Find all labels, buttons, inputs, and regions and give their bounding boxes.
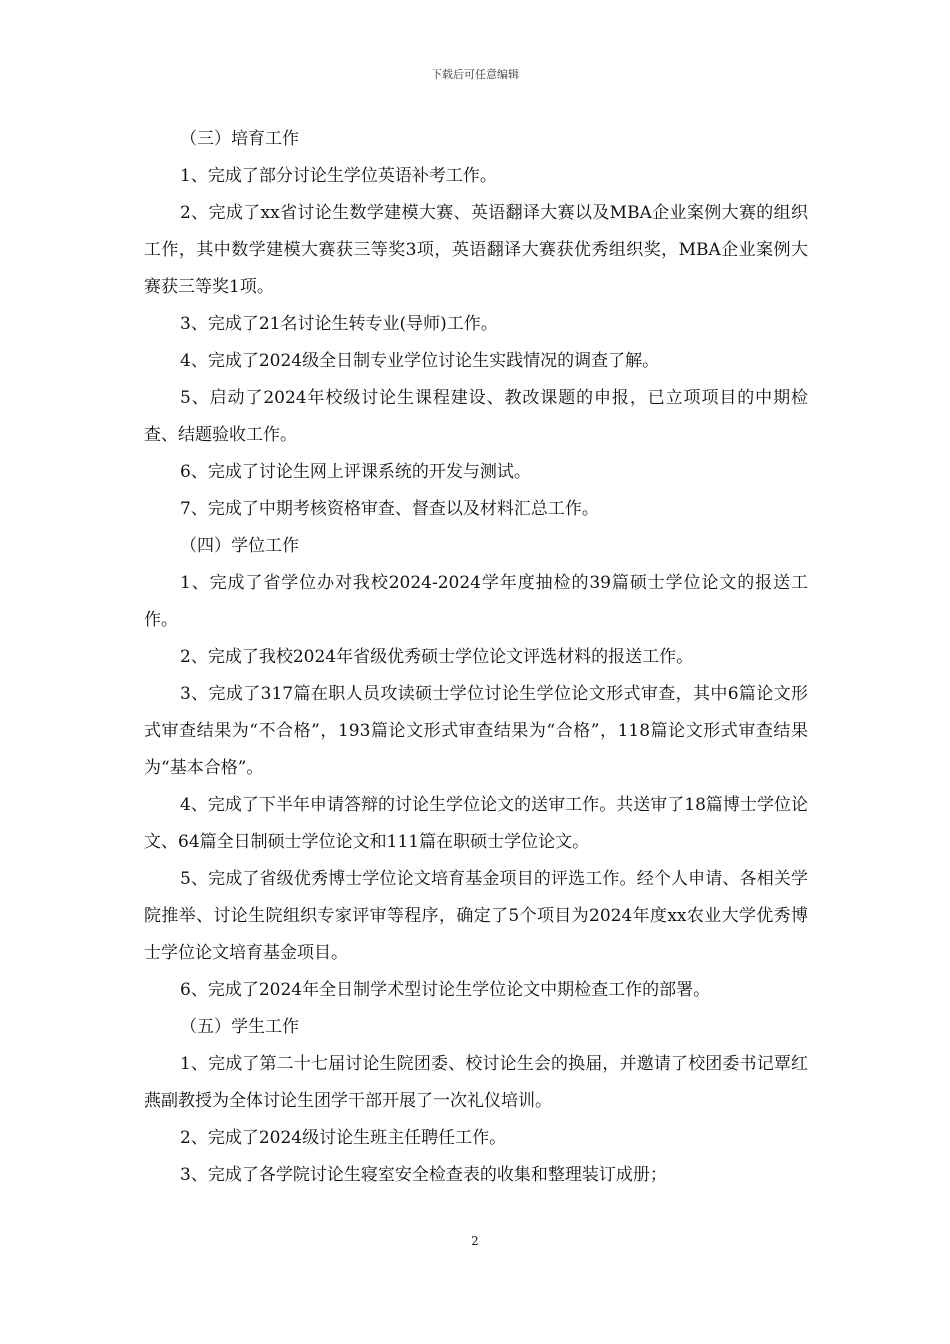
paragraph: 5、完成了省级优秀博士学位论文培育基金项目的评选工作。经个人申请、各相关学院推举、讨论生院组织专家评审等程序，确定了5个项目为2024年度xx农业大学优秀博士学位论文培育基金项目。 [144,869,808,963]
paragraph: 2、完成了我校2024年省级优秀硕士学位论文评选材料的报送工作。 [180,647,694,667]
page-number: 2 [471,1234,479,1248]
paragraph: 1、完成了第二十七届讨论生院团委、校讨论生会的换届，并邀请了校团委书记覃红燕副教授为全体讨论生团学干部开展了一次礼仪培训。 [144,1054,808,1111]
paragraph: 5、启动了2024年校级讨论生课程建设、教改课题的申报，已立项项目的中期检查、结题验收工作。 [144,388,808,445]
paragraph: 6、完成了2024年全日制学术型讨论生学位论文中期检查工作的部署。 [180,980,711,1000]
paragraph: 4、完成了2024级全日制专业学位讨论生实践情况的调查了解。 [180,351,660,371]
paragraph: 1、完成了部分讨论生学位英语补考工作。 [180,166,497,186]
paragraph: 3、完成了21名讨论生转专业(导师)工作。 [180,314,498,334]
document-body [144,121,808,1194]
paragraph: 1、完成了省学位办对我校2024-2024学年度抽检的39篇硕士学位论文的报送工作。 [144,573,808,630]
section-heading-students: （五）学生工作 [180,1017,299,1037]
paragraph: 3、完成了317篇在职人员攻读硕士学位讨论生学位论文形式审查，其中6篇论文形式审查结果为“不合格”，193篇论文形式审查结果为“合格”，118篇论文形式审查结果为“基本合格”。 [144,684,808,778]
section-heading-cultivation: （三）培育工作 [180,129,299,149]
paragraph: 7、完成了中期考核资格审查、督查以及材料汇总工作。 [180,499,599,519]
paragraph: 6、完成了讨论生网上评课系统的开发与测试。 [180,462,531,482]
section-heading-degree: （四）学位工作 [180,536,299,556]
paragraph: 3、完成了各学院讨论生寝室安全检查表的收集和整理装订成册； [180,1165,667,1185]
paragraph: 2、完成了2024级讨论生班主任聘任工作。 [180,1128,507,1148]
paragraph: 2、完成了xx省讨论生数学建模大赛、英语翻译大赛以及MBA企业案例大赛的组织工作，其中数学建模大赛获三等奖3项，英语翻译大赛获优秀组织奖，MBA企业案例大赛获三等奖1项。 [144,203,808,297]
header-note: 下载后可任意编辑 [431,68,519,81]
paragraph: 4、完成了下半年申请答辩的讨论生学位论文的送审工作。共送审了18篇博士学位论文、64篇全日制硕士学位论文和111篇在职硕士学位论文。 [144,795,808,852]
